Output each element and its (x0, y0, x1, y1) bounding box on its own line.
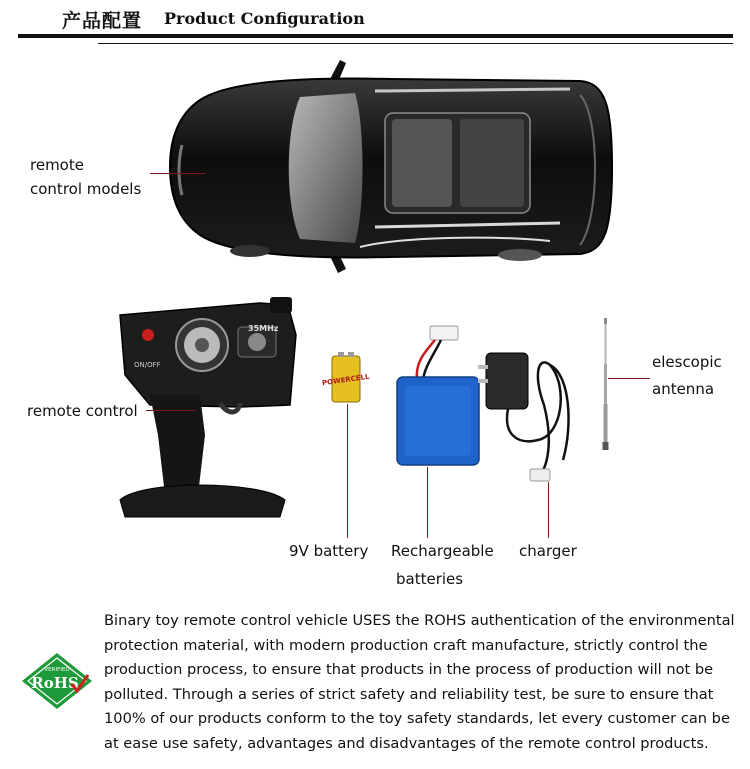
leader-rechargeable (427, 467, 428, 538)
description-line: Binary toy remote control vehicle USES the ROHS authentication of the environmental (104, 612, 735, 629)
leader-antenna (608, 378, 650, 379)
label-remote-control: remote control (27, 402, 138, 420)
leader-9v-battery (347, 404, 348, 538)
leader-charger (548, 482, 549, 538)
label-rechargeable-line2: batteries (396, 570, 464, 588)
rohs-verified-text: VERIFIED (44, 667, 70, 673)
page-title-cn: 产品配置 (62, 10, 143, 32)
label-rechargeable-line1: Rechargeable (391, 542, 494, 560)
label-antenna-line1: elescopic (652, 353, 722, 371)
leader-car (150, 173, 206, 174)
telescopic-antenna-image (596, 318, 616, 450)
rc-car-image (160, 55, 620, 280)
header-rule-thick (18, 34, 733, 38)
header-rule-thin (98, 43, 733, 44)
rechargeable-battery-image (395, 322, 485, 467)
description-line: production process, to ensure that products in the process of production will not be (104, 661, 714, 678)
rohs-main-text: RoHS (31, 674, 79, 692)
page-title-en: Product Configuration (164, 9, 365, 28)
label-car-line1: remote (30, 156, 84, 174)
label-car-line2: control models (30, 180, 142, 198)
remote-controller-image (110, 295, 300, 525)
description-line: protection material, with modern production craft manufacture, strictly control the (104, 636, 708, 654)
description-line: polluted. Through a series of strict safety and reliability test, be sure to ensure that (104, 685, 714, 703)
label-9v-battery: 9V battery (289, 542, 369, 560)
rohs-badge (20, 651, 94, 711)
description-line: 100% of our products conform to the toy safety standards, let every customer can be (104, 710, 730, 727)
description-paragraph (104, 609, 744, 756)
remote-freq-label: 35MHz (248, 324, 279, 333)
charger-image (478, 345, 588, 490)
label-antenna-line2: antenna (652, 380, 715, 398)
leader-remote-control (146, 410, 196, 411)
battery-brand-text: POWERCELL (321, 372, 370, 388)
remote-switch-label: ON/OFF (134, 361, 161, 369)
description-line: at ease use safety, advantages and disadvantages of the remote control products. (104, 734, 709, 752)
battery-9v-image (321, 352, 370, 404)
label-charger: charger (519, 542, 577, 560)
